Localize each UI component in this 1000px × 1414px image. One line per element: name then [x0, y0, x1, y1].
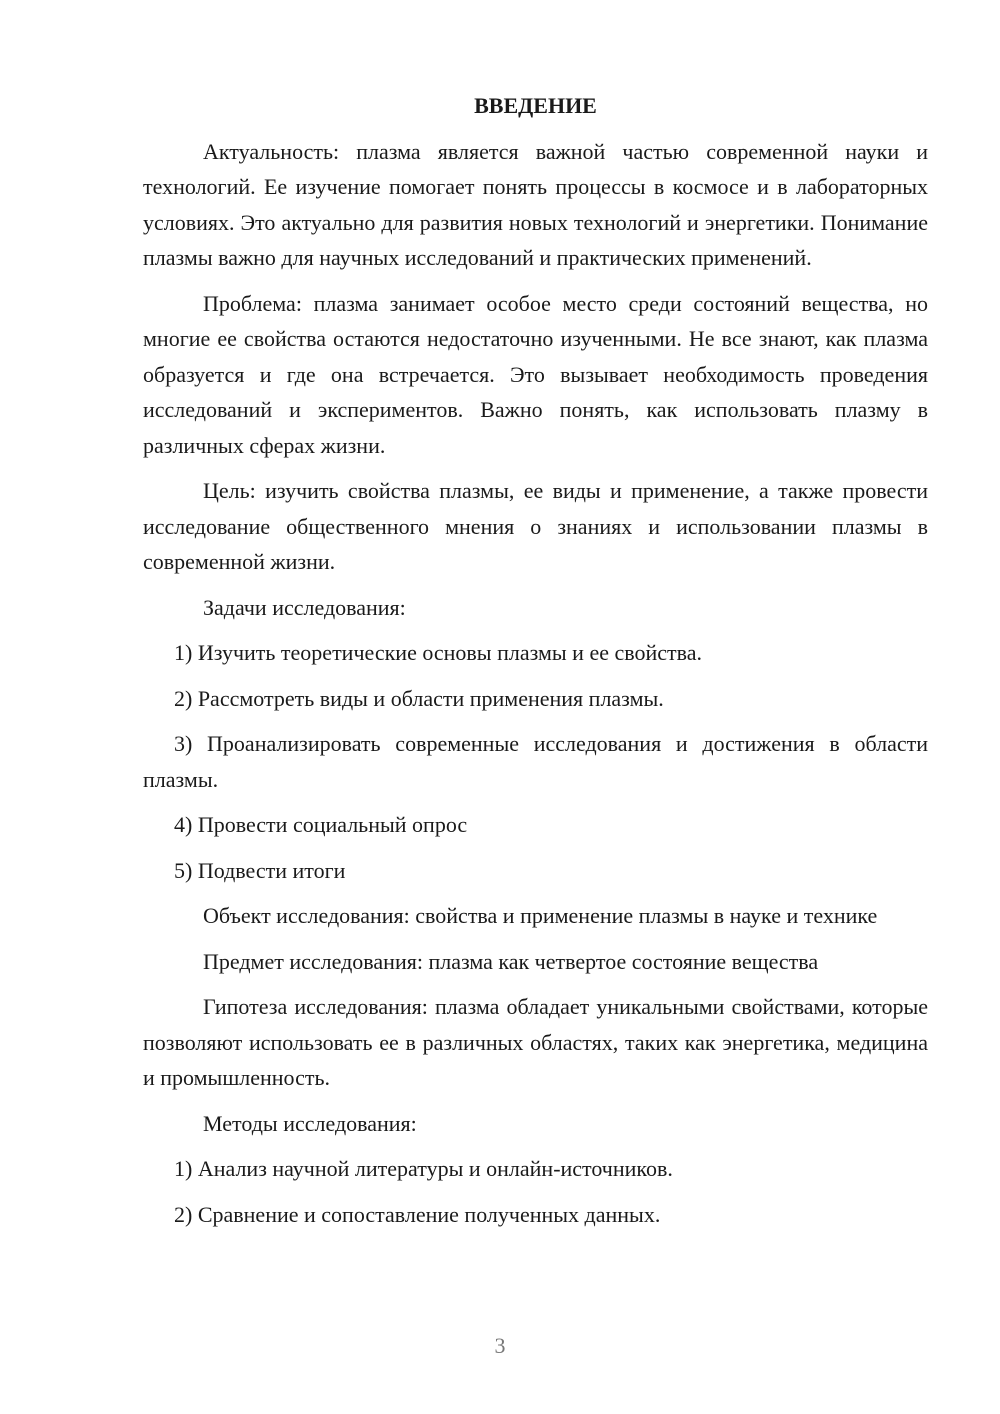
page-number: 3 — [494, 1333, 506, 1358]
hypothesis-paragraph: Гипотеза исследования: плазма обладает уникальными свойствами, которые позволяют использовать ее в различных областях, таких как энергетика, медицина и промышленность. — [143, 994, 928, 1090]
task-item: 4) Провести социальный опрос — [174, 812, 468, 837]
document-page — [143, 88, 928, 1242]
section-title: ВВЕДЕНИЕ — [474, 93, 597, 118]
methods-heading: Методы исследования: — [203, 1110, 417, 1136]
task-item: 2) Рассмотреть виды и области применения плазмы. — [174, 685, 664, 711]
relevance-paragraph: Актуальность: плазма является важной частью современной науки и технологий. Ее изучение помогает понять процессы в космосе и в лабораторных условиях. Это актуально для развития новых технологий и энергетики. Понимание плазмы важно для научных исследований и практических применений. — [143, 138, 928, 270]
method-item: 2) Сравнение и сопоставление полученных данных. — [174, 1201, 661, 1227]
goal-paragraph: Цель: изучить свойства плазмы, ее виды и применение, а также провести исследование общественного мнения о знаниях и использовании плазмы в современной жизни. — [143, 478, 928, 574]
problem-paragraph: Проблема: плазма занимает особое место среди состояний вещества, но многие ее свойства остаются недостаточно изученными. Не все знают, как плазма образуется и где она встречается. Это вызывает необходимость проведения исследований и экспериментов. Важно понять, как использовать плазму в различных сферах жизни. — [143, 290, 928, 458]
task-item: 5) Подвести итоги — [174, 857, 346, 883]
task-item: 1) Изучить теоретические основы плазмы и ее свойства. — [174, 640, 702, 665]
task-item: 3) Проанализировать современные исследования и достижения в области плазмы. — [143, 731, 928, 792]
subject-paragraph: Предмет исследования: плазма как четвертое состояние вещества — [203, 948, 819, 974]
tasks-heading: Задачи исследования: — [203, 594, 406, 620]
object-paragraph: Объект исследования: свойства и применение плазмы в науке и технике — [203, 903, 878, 928]
method-item: 1) Анализ научной литературы и онлайн-источников. — [174, 1156, 673, 1181]
